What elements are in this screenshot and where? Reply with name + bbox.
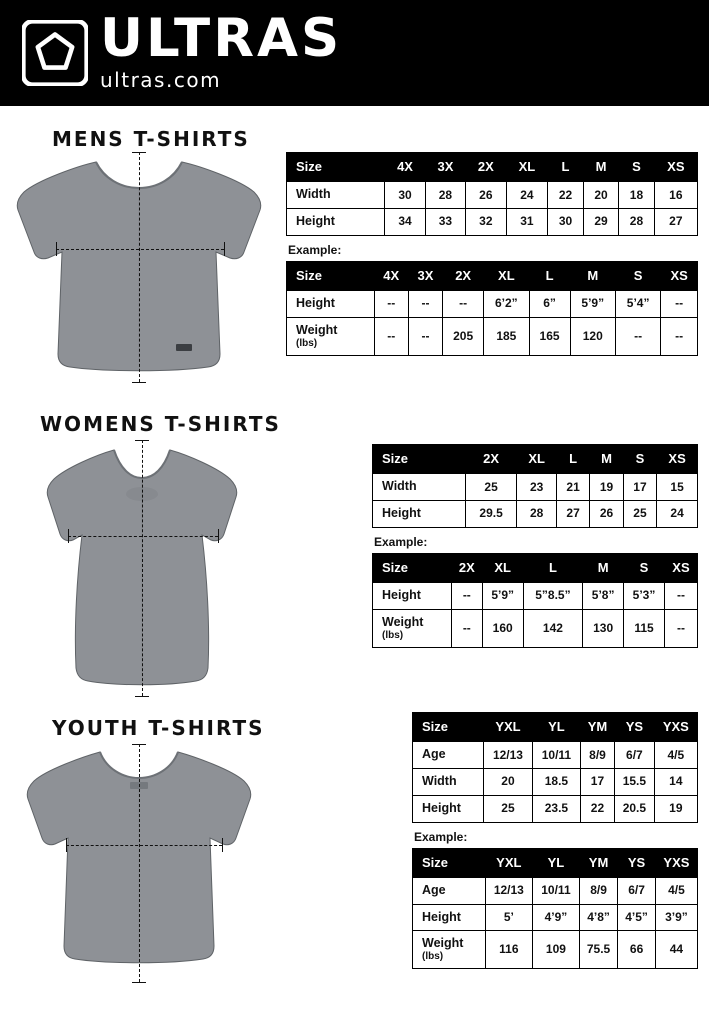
cell: -- — [664, 583, 697, 610]
cell: 4’8” — [579, 904, 618, 931]
youth-example-label: Example: — [414, 829, 468, 844]
row-label-weight-unit: (lbs) — [296, 337, 318, 349]
col-m: M — [590, 445, 623, 474]
youth-size-table — [412, 712, 698, 823]
cell: 19 — [590, 474, 623, 501]
cell: 5”8.5” — [523, 583, 583, 610]
cell: 15 — [657, 474, 698, 501]
mens-tick-bottom — [132, 382, 146, 383]
cell: -- — [661, 291, 698, 318]
section-mens — [0, 106, 709, 402]
row-label-age: Age — [413, 877, 486, 904]
table-row — [373, 609, 698, 647]
cell: -- — [451, 609, 482, 647]
cell: 14 — [654, 769, 697, 796]
table-header-row — [413, 848, 698, 877]
cell: 16 — [654, 182, 697, 209]
cell: 10/11 — [532, 742, 580, 769]
col-xl: XL — [506, 153, 548, 182]
mens-example-table — [286, 261, 698, 356]
cell: 31 — [506, 209, 548, 236]
row-label-weight-text: Weight — [296, 322, 338, 337]
table-row — [287, 209, 698, 236]
womens-tshirt-illustration — [22, 436, 262, 702]
col-2x: 2X — [466, 153, 506, 182]
row-label-width: Width — [373, 474, 466, 501]
cell: 28 — [517, 501, 556, 528]
col-4x: 4X — [374, 261, 408, 290]
col-xs: XS — [664, 553, 697, 582]
womens-size-table — [372, 444, 698, 528]
row-label-width: Width — [287, 182, 385, 209]
row-label-weight-unit: (lbs) — [382, 629, 404, 641]
mens-tick-right — [224, 242, 225, 256]
womens-tick-bottom — [135, 696, 149, 697]
table-header-row — [287, 261, 698, 290]
cell: 109 — [533, 931, 580, 969]
row-label-height: Height — [413, 904, 486, 931]
mens-tick-left — [56, 242, 57, 256]
cell: 115 — [624, 609, 665, 647]
col-3x: 3X — [425, 153, 465, 182]
cell: 20.5 — [615, 795, 655, 822]
cell: 5’4” — [615, 291, 660, 318]
cell: 4/5 — [654, 742, 697, 769]
cell: 185 — [484, 317, 529, 355]
row-label-width: Width — [413, 769, 484, 796]
cell: 5’ — [485, 904, 533, 931]
table-row — [413, 795, 698, 822]
row-label-height: Height — [287, 209, 385, 236]
cell: 24 — [657, 501, 698, 528]
row-label-weight-text: Weight — [422, 936, 464, 951]
youth-tick-top — [132, 744, 146, 745]
cell: 20 — [583, 182, 618, 209]
col-l: L — [523, 553, 583, 582]
brand-url: ultras.com — [100, 68, 222, 93]
col-2x: 2X — [443, 261, 484, 290]
col-s: S — [619, 153, 654, 182]
cell: 10/11 — [533, 877, 580, 904]
cell: 5’9” — [482, 583, 523, 610]
cell: 205 — [443, 317, 484, 355]
col-3x: 3X — [408, 261, 442, 290]
col-l: L — [548, 153, 583, 182]
table-row — [287, 317, 698, 355]
row-label-height: Height — [287, 291, 375, 318]
table-header-row — [373, 445, 698, 474]
cell: -- — [615, 317, 660, 355]
brand-name: ULTRAS — [100, 7, 343, 69]
col-l: L — [529, 261, 570, 290]
row-label-weight-text: Weight — [382, 614, 424, 629]
cell: 27 — [556, 501, 589, 528]
cell: -- — [408, 317, 442, 355]
cell: 5’9” — [570, 291, 615, 318]
row-label-height: Height — [373, 501, 466, 528]
womens-example-label: Example: — [374, 534, 428, 549]
cell: -- — [374, 291, 408, 318]
cell: 6/7 — [615, 742, 655, 769]
mens-tshirt-illustration — [8, 148, 270, 388]
cell: -- — [443, 291, 484, 318]
table-row — [373, 583, 698, 610]
row-label-height: Height — [413, 795, 484, 822]
mens-size-table — [286, 152, 698, 236]
cell: 17 — [580, 769, 614, 796]
cell: 29.5 — [465, 501, 517, 528]
section-title-youth: YOUTH T-SHIRTS — [52, 716, 265, 740]
page-header — [0, 0, 709, 106]
row-label-height: Height — [373, 583, 452, 610]
row-label-weight-unit: (lbs) — [422, 951, 444, 963]
table-row — [373, 474, 698, 501]
col-yxl: YXL — [484, 713, 533, 742]
col-xs: XS — [657, 445, 698, 474]
cell: 6/7 — [618, 877, 656, 904]
cell: -- — [374, 317, 408, 355]
youth-tick-right — [222, 838, 223, 852]
col-size: Size — [413, 713, 484, 742]
col-size: Size — [413, 848, 486, 877]
col-s: S — [615, 261, 660, 290]
table-row — [413, 877, 698, 904]
cell: 4’5” — [618, 904, 656, 931]
col-ys: YS — [618, 848, 656, 877]
col-l: L — [556, 445, 589, 474]
cell: 28 — [619, 209, 654, 236]
col-size: Size — [287, 153, 385, 182]
row-label-weight — [287, 317, 375, 355]
cell: 75.5 — [579, 931, 618, 969]
mens-tick-top — [132, 152, 146, 153]
cell: 30 — [385, 182, 425, 209]
cell: 160 — [482, 609, 523, 647]
col-s: S — [624, 553, 665, 582]
table-row — [413, 769, 698, 796]
cell: 23.5 — [532, 795, 580, 822]
cell: 15.5 — [615, 769, 655, 796]
cell: 34 — [385, 209, 425, 236]
mens-example-label: Example: — [288, 242, 342, 257]
col-ym: YM — [579, 848, 618, 877]
col-yl: YL — [532, 713, 580, 742]
cell: 17 — [623, 474, 656, 501]
table-row — [413, 904, 698, 931]
brand-block — [100, 7, 343, 93]
womens-tick-top — [135, 440, 149, 441]
womens-example-table — [372, 553, 698, 648]
row-label-weight — [413, 931, 486, 969]
table-row — [287, 291, 698, 318]
mens-tables — [286, 152, 698, 356]
section-title-mens: MENS T-SHIRTS — [52, 127, 250, 151]
col-size: Size — [373, 445, 466, 474]
cell: 12/13 — [484, 742, 533, 769]
cell: 27 — [654, 209, 697, 236]
section-title-womens: WOMENS T-SHIRTS — [40, 412, 281, 436]
col-s: S — [623, 445, 656, 474]
cell: 20 — [484, 769, 533, 796]
col-ym: YM — [580, 713, 614, 742]
cell: 3’9” — [655, 904, 697, 931]
cell: 25 — [623, 501, 656, 528]
womens-tick-left — [68, 529, 69, 543]
cell: -- — [664, 609, 697, 647]
col-xs: XS — [661, 261, 698, 290]
table-row — [287, 182, 698, 209]
youth-tick-bottom — [132, 982, 146, 983]
table-row — [373, 501, 698, 528]
cell: 26 — [590, 501, 623, 528]
cell: 142 — [523, 609, 583, 647]
col-xl: XL — [482, 553, 523, 582]
cell: 33 — [425, 209, 465, 236]
cell: 120 — [570, 317, 615, 355]
cell: 23 — [517, 474, 556, 501]
cell: 5’8” — [583, 583, 624, 610]
col-m: M — [583, 153, 618, 182]
col-ys: YS — [615, 713, 655, 742]
table-header-row — [373, 553, 698, 582]
cell: 22 — [548, 182, 583, 209]
womens-tick-right — [218, 529, 219, 543]
cell: 26 — [466, 182, 506, 209]
cell: 8/9 — [579, 877, 618, 904]
col-2x: 2X — [451, 553, 482, 582]
cell: 32 — [466, 209, 506, 236]
col-size: Size — [373, 553, 452, 582]
cell: 6’2” — [484, 291, 529, 318]
col-yl: YL — [533, 848, 580, 877]
womens-tables — [372, 444, 698, 648]
cell: 18.5 — [532, 769, 580, 796]
col-yxs: YXS — [654, 713, 697, 742]
row-label-age: Age — [413, 742, 484, 769]
col-xs: XS — [654, 153, 697, 182]
col-m: M — [583, 553, 624, 582]
section-womens — [0, 402, 709, 708]
cell: 19 — [654, 795, 697, 822]
col-2x: 2X — [465, 445, 517, 474]
cell: 130 — [583, 609, 624, 647]
col-4x: 4X — [385, 153, 425, 182]
table-row — [413, 742, 698, 769]
col-size: Size — [287, 261, 375, 290]
cell: 6” — [529, 291, 570, 318]
cell: 4/5 — [655, 877, 697, 904]
cell: 18 — [619, 182, 654, 209]
youth-tshirt-illustration — [14, 740, 264, 990]
cell: 25 — [484, 795, 533, 822]
cell: 22 — [580, 795, 614, 822]
col-xl: XL — [484, 261, 529, 290]
youth-example-table — [412, 848, 698, 970]
cell: 21 — [556, 474, 589, 501]
col-yxs: YXS — [655, 848, 697, 877]
table-header-row — [413, 713, 698, 742]
cell: 66 — [618, 931, 656, 969]
cell: 24 — [506, 182, 548, 209]
cell: 4’9” — [533, 904, 580, 931]
cell: 44 — [655, 931, 697, 969]
cell: -- — [408, 291, 442, 318]
row-label-weight — [373, 609, 452, 647]
cell: 25 — [465, 474, 517, 501]
cell: 29 — [583, 209, 618, 236]
col-xl: XL — [517, 445, 556, 474]
col-m: M — [570, 261, 615, 290]
table-header-row — [287, 153, 698, 182]
cell: 5’3” — [624, 583, 665, 610]
youth-tick-left — [66, 838, 67, 852]
cell: -- — [661, 317, 698, 355]
cell: -- — [451, 583, 482, 610]
cell: 8/9 — [580, 742, 614, 769]
youth-tables — [412, 712, 698, 969]
cell: 12/13 — [485, 877, 533, 904]
table-row — [413, 931, 698, 969]
section-youth — [0, 708, 709, 1024]
cell: 116 — [485, 931, 533, 969]
col-yxl: YXL — [485, 848, 533, 877]
cell: 165 — [529, 317, 570, 355]
cell: 30 — [548, 209, 583, 236]
cell: 28 — [425, 182, 465, 209]
shield-pentagon-icon — [22, 20, 88, 86]
